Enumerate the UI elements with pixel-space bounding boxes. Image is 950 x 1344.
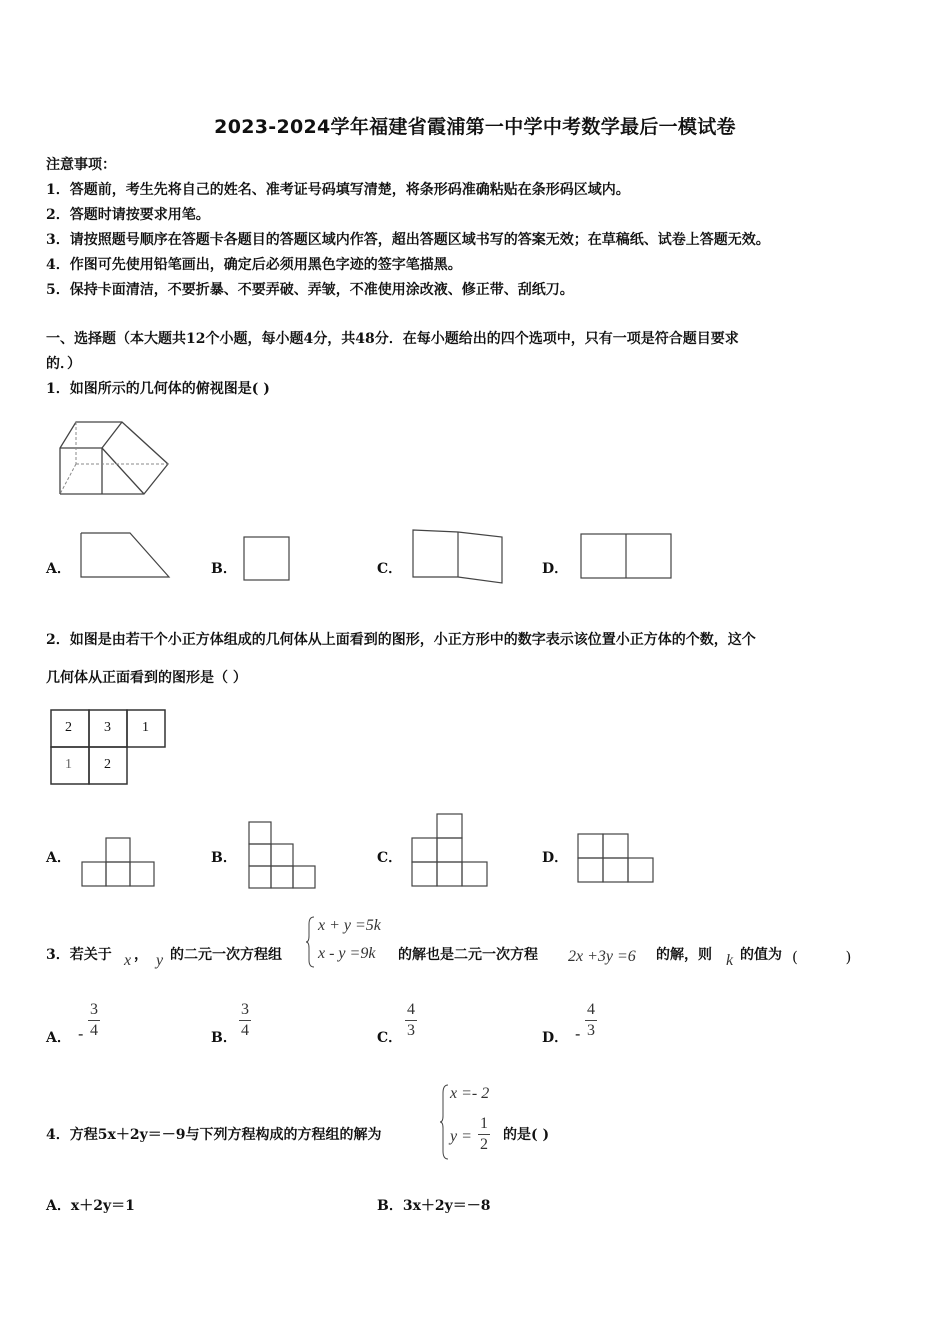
notice-item: 2．答题时请按要求用笔。 <box>46 207 210 223</box>
grid-cell-value: 1 <box>65 757 72 772</box>
q2-option-c-figure <box>409 812 491 890</box>
numerator: 4 <box>405 1000 417 1021</box>
denominator: 3 <box>587 1022 595 1039</box>
q3-stem-part3: 的解也是二元一次方程 <box>398 947 538 963</box>
q2-option-d-label[interactable]: D． <box>542 850 569 866</box>
q1-option-b-label[interactable]: B． <box>211 561 237 577</box>
q1-option-b-figure <box>242 535 292 583</box>
q4-system-eq1: x =- 2 <box>450 1085 490 1102</box>
q3-stem-part4: 的解，则 <box>656 947 712 963</box>
section-heading: 一、选择题（本大题共12个小题，每小题4分，共48分．在每小题给出的四个选项中，只有一项是符合题目要求 <box>46 331 739 347</box>
q3-system-eq2: x - y =9k <box>318 945 376 962</box>
q3-stem-part1: 3．若关于 <box>46 947 112 963</box>
q2-option-b-label[interactable]: B． <box>211 850 237 866</box>
q3-answer-paren: ( ) <box>792 948 852 966</box>
q1-option-c-figure <box>410 527 506 585</box>
q3-option-b-fraction <box>239 1000 251 1041</box>
q4-option-a[interactable]: A．x＋2y＝1 <box>46 1198 135 1214</box>
q1-option-a-label[interactable]: A． <box>46 561 71 577</box>
q3-var-k: k <box>726 952 734 969</box>
q3-stem-part2: 的二元一次方程组 <box>170 947 282 963</box>
q1-option-d-figure <box>578 531 676 581</box>
q4-stem: 4．方程5x＋2y＝－9与下列方程构成的方程组的解为 <box>46 1127 382 1143</box>
q4-option-b[interactable]: B．3x＋2y＝－8 <box>377 1198 491 1214</box>
q3-option-a-sign: - <box>78 1024 84 1043</box>
q2-stem: 2．如图是由若干个小正方体组成的几何体从上面看到的图形，小正方形中的数字表示该位置小正方体的个数，这个 <box>46 632 756 648</box>
q3-option-d-fraction <box>585 1000 597 1041</box>
q4-stem-tail: 的是( ) <box>503 1127 550 1143</box>
denominator: 4 <box>241 1022 249 1039</box>
grid-cell-value: 2 <box>104 757 111 772</box>
q3-var-y: y <box>156 952 164 969</box>
denominator: 4 <box>90 1022 98 1039</box>
q3-system-eq1: x + y =5k <box>318 917 381 934</box>
numerator: 4 <box>585 1000 597 1021</box>
q3-option-a-fraction <box>88 1000 100 1041</box>
numerator: 3 <box>239 1000 251 1021</box>
q3-option-c-label[interactable]: C． <box>377 1030 403 1046</box>
notice-item: 4．作图可先使用铅笔画出，确定后必须用黑色字迹的签字笔描黑。 <box>46 257 462 273</box>
q2-option-a-figure <box>80 836 158 888</box>
q1-stem: 1．如图所示的几何体的俯视图是( ) <box>46 381 270 397</box>
q3-option-d-sign: - <box>575 1024 581 1043</box>
denominator: 2 <box>480 1136 488 1153</box>
q3-stem-part5: 的值为 <box>740 947 782 963</box>
q3-eq3: 2x +3y =6 <box>568 948 636 965</box>
grid-cell-value: 2 <box>65 720 72 735</box>
q1-option-d-label[interactable]: D． <box>542 561 569 577</box>
q1-option-a-figure <box>78 530 172 580</box>
q3-option-c-fraction <box>405 1000 417 1041</box>
q2-option-d-figure <box>576 832 656 886</box>
q4-system-eq2-fraction <box>478 1114 490 1155</box>
q3-option-b-label[interactable]: B． <box>211 1030 237 1046</box>
q4-system-eq2-left: y = <box>450 1128 472 1145</box>
notice-item: 1．答题前，考生先将自己的姓名、准考证号码填写清楚，将条形码准确粘贴在条形码区域内。 <box>46 182 630 198</box>
denominator: 3 <box>407 1022 415 1039</box>
q2-top-view-grid <box>48 707 168 787</box>
page-title: 2023-2024学年福建省霞浦第一中学中考数学最后一模试卷 <box>214 116 736 138</box>
notice-item: 3．请按照题号顺序在答题卡各题目的答题区域内作答，超出答题区域书写的答案无效；在草稿纸、试卷上答题无效。 <box>46 232 770 248</box>
q3-option-a-label[interactable]: A． <box>46 1030 71 1046</box>
grid-cell-value: 3 <box>104 720 111 735</box>
q1-option-c-label[interactable]: C． <box>377 561 403 577</box>
q2-option-b-figure <box>247 820 319 890</box>
grid-cell-value: 1 <box>142 720 149 735</box>
q2-option-c-label[interactable]: C． <box>377 850 403 866</box>
numerator: 1 <box>478 1114 490 1135</box>
notice-item: 5．保持卡面清洁，不要折暴、不要弄破、弄皱，不准使用涂改液、修正带、刮纸刀。 <box>46 282 574 298</box>
notice-heading: 注意事项： <box>46 157 116 173</box>
q4-system-brace <box>440 1084 450 1160</box>
section-heading-cont: 的．） <box>46 356 81 372</box>
q3-system-brace <box>306 916 316 968</box>
q1-solid-figure <box>52 414 174 498</box>
q2-option-a-label[interactable]: A． <box>46 850 71 866</box>
numerator: 3 <box>88 1000 100 1021</box>
q2-stem-cont: 几何体从正面看到的图形是（ ） <box>46 670 247 686</box>
q3-option-d-label[interactable]: D． <box>542 1030 569 1046</box>
q3-comma: ， <box>134 947 148 963</box>
q3-var-x: x <box>124 952 132 969</box>
